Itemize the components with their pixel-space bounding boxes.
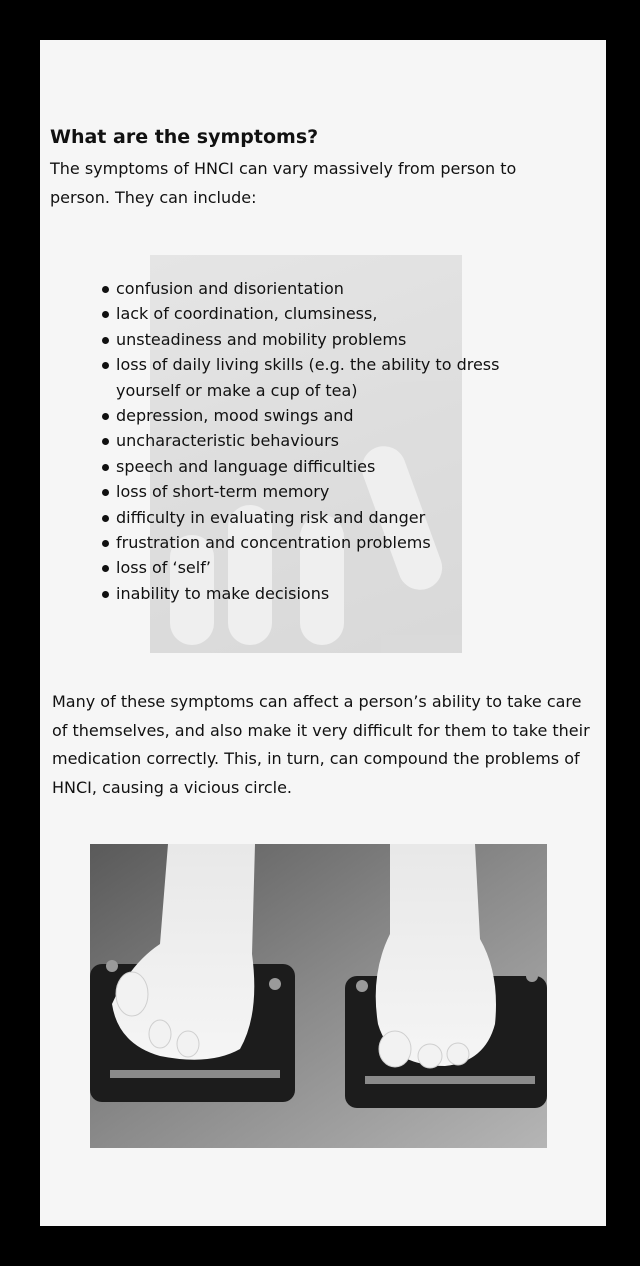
symptom-item: loss of ‘self’ — [102, 555, 522, 580]
feet-on-blocks-image — [90, 844, 547, 1148]
symptom-item: inability to make decisions — [102, 581, 522, 606]
symptom-list — [102, 276, 522, 606]
symptom-item: lack of coordination, clumsiness, — [102, 301, 522, 326]
symptom-item: uncharacteristic behaviours — [102, 428, 522, 453]
symptom-item: loss of daily living skills (e.g. the ability to dress yourself or make a cup of tea) — [102, 352, 522, 403]
section-heading: What are the symptoms? — [50, 126, 319, 148]
symptom-item: confusion and disorientation — [102, 276, 522, 301]
symptom-item: loss of short-term memory — [102, 479, 522, 504]
symptom-item: depression, mood swings and — [102, 403, 522, 428]
symptom-item: unsteadiness and mobility problems — [102, 327, 522, 352]
symptom-item: speech and language difficulties — [102, 454, 522, 479]
leaflet-page — [40, 40, 606, 1226]
intro-text: The symptoms of HNCI can vary massively from person to person. They can include: — [50, 159, 517, 207]
consequence-paragraph: Many of these symptoms can affect a person’s ability to take care of themselves, and also make it very difficult for them to take their medication correctly. This, in turn, can compound the problems of HNCI, causing a vicious circle. — [52, 692, 590, 797]
symptom-item: frustration and concentration problems — [102, 530, 522, 555]
symptom-item: difficulty in evaluating risk and danger — [102, 505, 522, 530]
feet-photo — [90, 844, 547, 1148]
